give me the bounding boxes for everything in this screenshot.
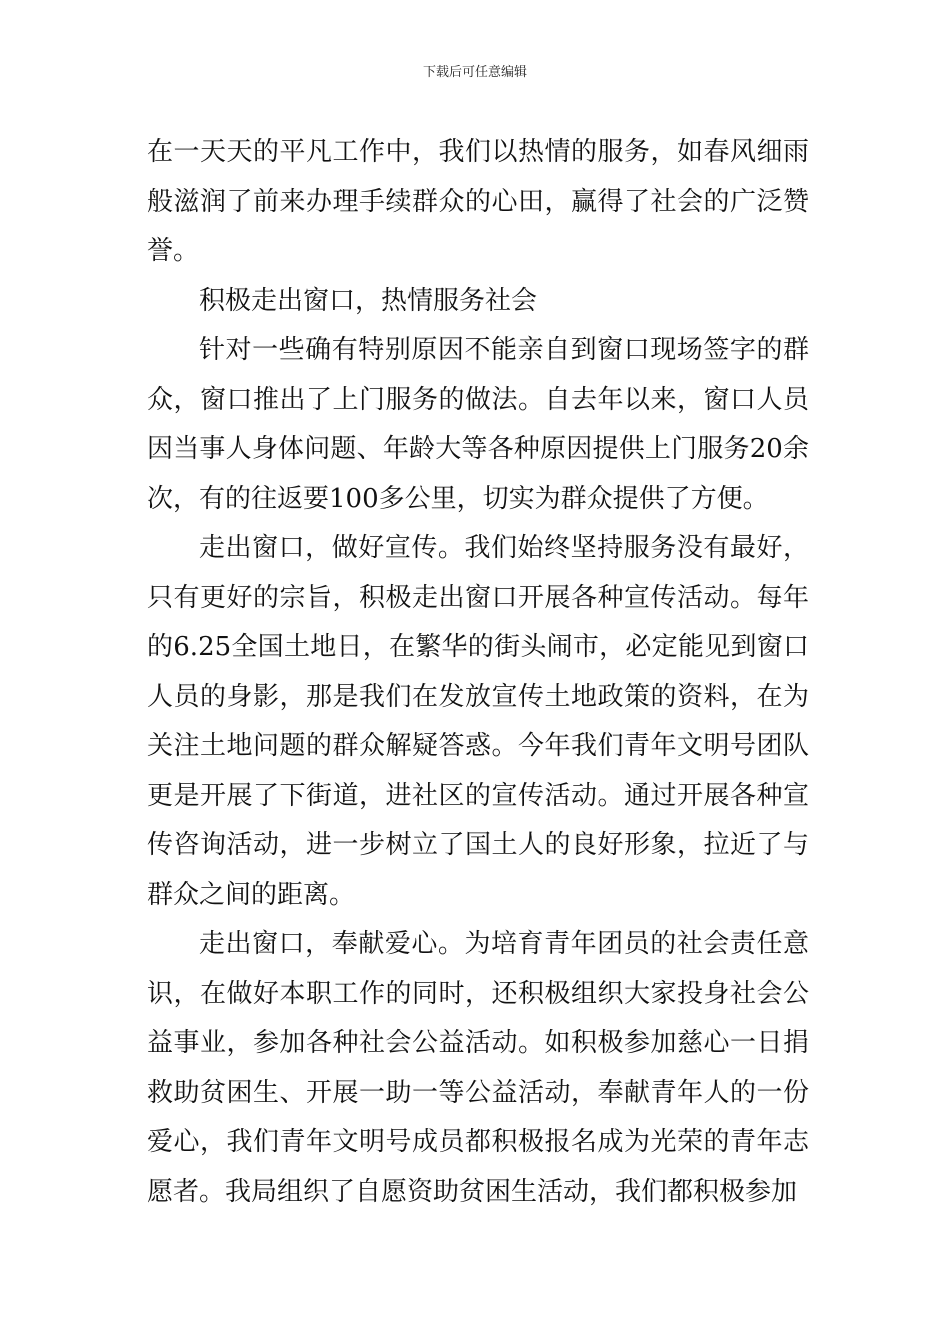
- paragraph-charity: 走出窗口，奉献爱心。为培育青年团员的社会责任意识，在做好本职工作的同时，还积极组织大家投身社会公益事业，参加各种社会公益活动。如积极参加慈心一日捐救助贫困生、开展一助一等公益活动，奉献青年人的一份爱心，我们青年文明号成员都积极报名成为光荣的青年志愿者。我局组织了自愿资助贫困生活动，我们都积极参加: [147, 929, 809, 1207]
- document-body: [147, 128, 809, 1217]
- page-header: 下载后可任意编辑: [422, 65, 527, 80]
- paragraph-continuation: 在一天天的平凡工作中，我们以热情的服务，如春风细雨般滋润了前来办理手续群众的心田，赢得了社会的广泛赞誉。: [147, 137, 809, 266]
- paragraph-home-service: 针对一些确有特别原因不能亲自到窗口现场签字的群众，窗口推出了上门服务的做法。自去年以来，窗口人员因当事人身体问题、年龄大等各种原因提供上门服务20余次，有的往返要100多公里，切实为群众提供了方便。: [147, 335, 809, 514]
- section-heading: 积极走出窗口，热情服务社会: [199, 285, 538, 316]
- paragraph-publicity: 走出窗口，做好宣传。我们始终坚持服务没有最好，只有更好的宗旨，积极走出窗口开展各种宣传活动。每年的6.25全国土地日，在繁华的街头闹市，必定能见到窗口人员的身影，那是我们在发放宣传土地政策的资料，在为关注土地问题的群众解疑答惑。今年我们青年文明号团队更是开展了下街道，进社区的宣传活动。通过开展各种宣传咨询活动，进一步树立了国土人的良好形象，拉近了与群众之间的距离。: [147, 533, 809, 910]
